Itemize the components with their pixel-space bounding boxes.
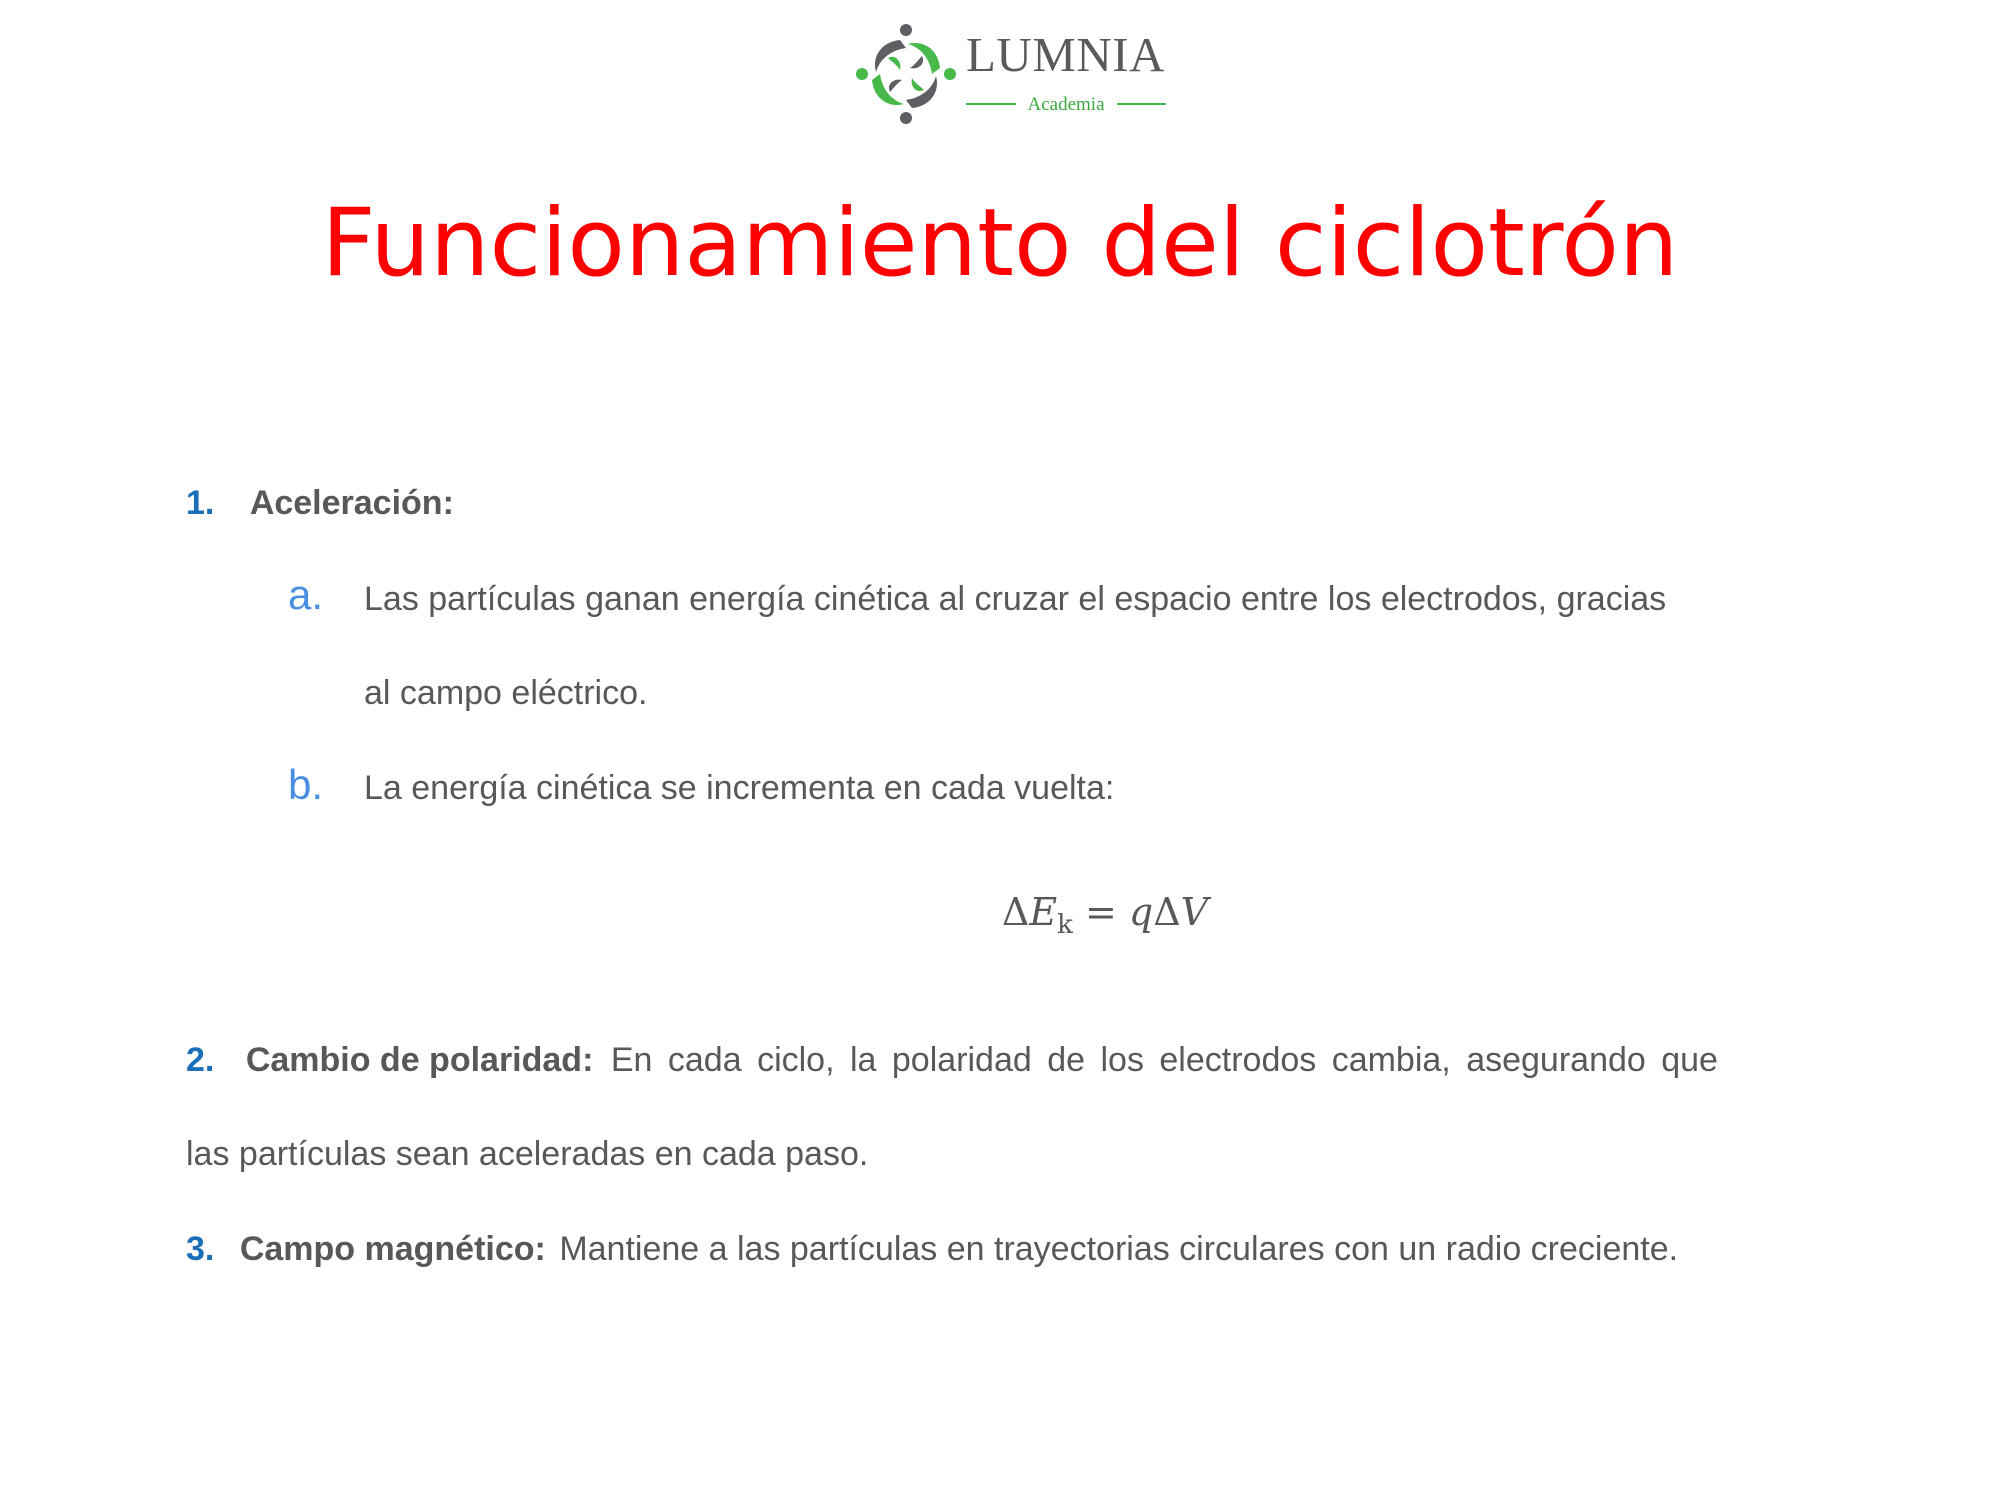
sub-letter-a: a. xyxy=(288,571,324,618)
list-heading-2: Cambio de polaridad: xyxy=(245,1041,594,1079)
formula-delta-1: Δ xyxy=(1001,890,1030,934)
sub-letter-b: b. xyxy=(288,761,324,808)
list-heading-3: Campo magnético: xyxy=(239,1230,546,1268)
sub-item-a-line-1: Las partículas ganan energía cinética al cruzar el espacio entre los electrodos, gracias xyxy=(364,580,1667,618)
lumnia-logo xyxy=(850,18,1170,130)
logo-rule-left xyxy=(966,103,1016,105)
kinetic-energy-formula xyxy=(0,890,2000,940)
logo-subtitle-row xyxy=(966,92,1166,116)
list-number-3: 3. xyxy=(186,1230,215,1268)
formula-energy: E xyxy=(1029,890,1058,934)
formula-delta-2: Δ xyxy=(1153,890,1181,934)
list-item-2-text-1: En cada ciclo, la polaridad de los electrodos cambia, asegurando que xyxy=(610,1041,1718,1079)
list-number-1: 1. xyxy=(186,484,215,522)
list-number-2: 2. xyxy=(186,1041,215,1079)
list-item-3-line xyxy=(186,1232,1678,1266)
sub-item-a-line-2: al campo eléctrico. xyxy=(364,674,648,712)
list-item-3-text: Mantiene a las partículas en trayectorias circulares con un radio creciente. xyxy=(559,1230,1679,1268)
page-title: Funcionamiento del ciclotrón xyxy=(321,189,1679,298)
list-item-2-line-1 xyxy=(186,1043,1874,1077)
list-heading-1: Aceleración: xyxy=(249,484,454,522)
logo-name: LUMNIA xyxy=(966,27,1165,82)
logo-rule-right xyxy=(1117,103,1167,105)
logo-subtitle: Academia xyxy=(1027,93,1105,115)
sub-item-b-line-1: La energía cinética se incrementa en cada vuelta: xyxy=(364,769,1115,807)
lumnia-logo-icon xyxy=(850,18,962,130)
formula-subscript: k xyxy=(1057,910,1073,940)
formula-equals: = xyxy=(1072,890,1129,934)
list-item-1-heading-line xyxy=(186,486,454,520)
formula-voltage: V xyxy=(1180,890,1209,934)
list-item-2-line-2: las partículas sean aceleradas en cada paso. xyxy=(186,1135,869,1173)
formula-charge: q xyxy=(1128,890,1154,934)
